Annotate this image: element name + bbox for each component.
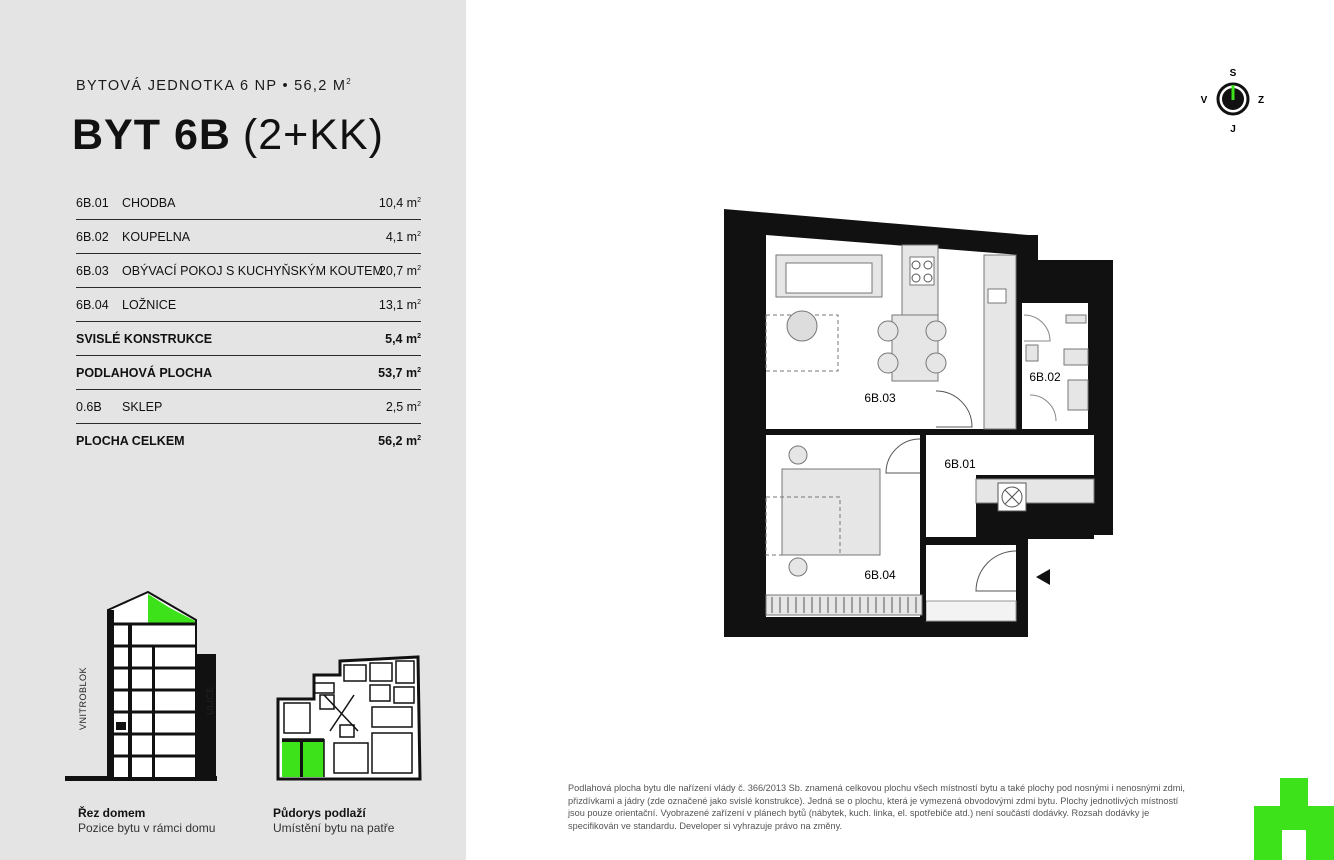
- room-code: 6B.04: [76, 297, 109, 312]
- compass-icon: [1195, 62, 1275, 136]
- compass-east: Z: [1257, 95, 1265, 106]
- room-area-unit: 2: [417, 366, 421, 374]
- room-area-value: 20,7 m: [378, 263, 418, 278]
- room-area-unit: 2: [417, 264, 421, 272]
- room-area-unit: 2: [417, 298, 421, 306]
- room-area: [385, 332, 421, 346]
- room-area: [378, 434, 421, 448]
- room-row: [76, 254, 421, 288]
- disclaimer-note: Podlahová plocha bytu dle nařízení vlády č. 366/2013 Sb. znamená celkovou plochu všech místností bytu a také plochy pod nosnými i nenosnými zdmi, přizdívkami a jádry (zde označené jako svislé konstrukce). Jedná se o plochu, která je vymezená obvodovými zdmi bytu. Plochy jednotlivých místností jsou pouze orientační. Vyobrazené zařízení v plánech bytů (nábytek, kuch. linka, el. spotřebiče atd.) není součástí dodávky. Rozsah dodávky je specifikován ve standardu. Developer si vyhrazuje právo na změny.: [568, 783, 1185, 831]
- room-area: [386, 230, 421, 244]
- room-row: [76, 186, 421, 220]
- room-name: SKLEP: [122, 399, 163, 414]
- room-name: KOUPELNA: [122, 229, 191, 244]
- brand-logo-icon: [1254, 778, 1334, 860]
- room-area-value: 53,7 m: [378, 365, 418, 380]
- room-row: [76, 322, 421, 356]
- floor-caption: [273, 806, 394, 836]
- floor-position-diagram: [274, 655, 422, 783]
- room-name: PLOCHA CELKEM: [76, 433, 185, 448]
- room-code: 6B.01: [76, 195, 109, 210]
- section-caption: [78, 806, 215, 836]
- room-area-value: 13,1 m: [378, 297, 418, 312]
- room-area-value: 56,2 m: [378, 433, 418, 448]
- compass-west: V: [1200, 95, 1208, 106]
- unit-title: BYT 6B (2+KK): [72, 111, 384, 159]
- room-area: [379, 264, 421, 278]
- room-row: [76, 390, 421, 424]
- info-panel: [0, 0, 466, 860]
- floor-caption-subtitle: Umístění bytu na patře: [273, 821, 395, 835]
- label-vnitroblok: VNITROBLOK: [78, 666, 88, 730]
- room-area: [379, 196, 421, 210]
- compass-north: S: [1229, 68, 1237, 79]
- room-code: 6B.03: [76, 263, 109, 278]
- room-area-value: 4,1 m: [385, 229, 418, 244]
- room-table: [76, 186, 421, 457]
- room-area-unit: 2: [417, 434, 421, 442]
- room-row: [76, 220, 421, 254]
- room-area-unit: 2: [417, 332, 421, 340]
- room-label-6b03: 6B.03: [864, 391, 896, 405]
- room-row: [76, 356, 421, 390]
- section-caption-title: Řez domem: [78, 806, 146, 820]
- room-area-unit: 2: [417, 230, 421, 238]
- room-area-unit: 2: [417, 400, 421, 408]
- label-ulice: ULICE: [205, 685, 215, 715]
- room-area: [386, 400, 421, 414]
- room-name: OBÝVACÍ POKOJ S KUCHYŇSKÝM KOUTEM: [122, 263, 383, 278]
- room-area-value: 2,5 m: [385, 399, 418, 414]
- room-row: [76, 288, 421, 322]
- room-area-unit: 2: [417, 196, 421, 204]
- room-label-6b02: 6B.02: [1029, 370, 1061, 384]
- room-area-value: 5,4 m: [385, 331, 418, 346]
- room-code: 0.6B: [76, 399, 102, 414]
- unit-subtitle: BYTOVÁ JEDNOTKA 6 NP • 56,2 $M^2$: [76, 77, 353, 94]
- compass-south: J: [1230, 124, 1236, 135]
- room-name: LOŽNICE: [122, 297, 177, 312]
- room-area-value: 10,4 m: [378, 195, 418, 210]
- room-row: [76, 424, 421, 457]
- room-name: SVISLÉ KONSTRUKCE: [76, 331, 213, 346]
- floor-caption-title: Půdorys podlaží: [273, 806, 366, 820]
- room-name: PODLAHOVÁ PLOCHA: [76, 365, 213, 380]
- apartment-floor-plan: [720, 205, 1120, 641]
- room-area: [379, 298, 421, 312]
- room-area: [378, 366, 421, 380]
- room-code: 6B.02: [76, 229, 109, 244]
- section-caption-subtitle: Pozice bytu v rámci domu: [78, 821, 216, 835]
- room-label-6b04: 6B.04: [864, 568, 896, 582]
- room-label-6b01: 6B.01: [944, 457, 976, 471]
- room-name: CHODBA: [122, 195, 176, 210]
